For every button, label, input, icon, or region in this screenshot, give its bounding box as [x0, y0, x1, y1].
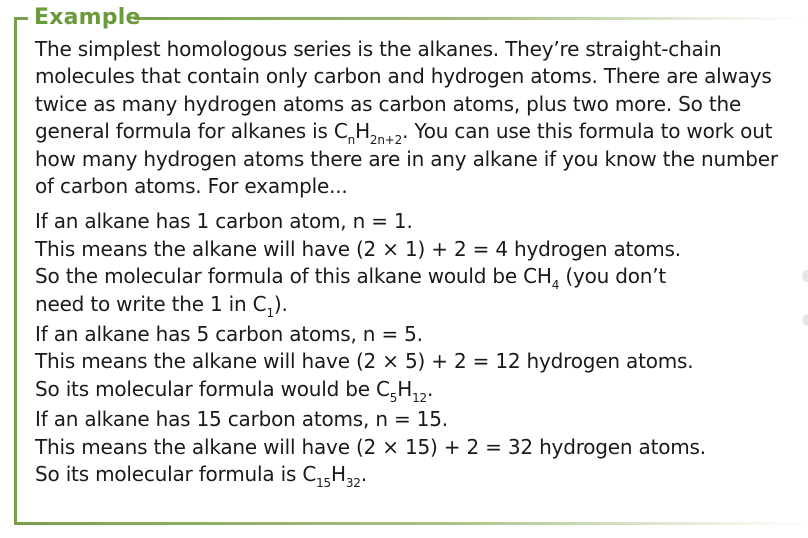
text-segment: (you don’t	[559, 264, 667, 289]
example-three	[35, 406, 795, 491]
text-segment: H	[330, 462, 346, 487]
page-edge-mark	[802, 314, 808, 326]
example-line-formula	[35, 376, 795, 403]
box-border-left	[14, 17, 17, 525]
text-segment: ).	[273, 291, 288, 316]
box-border-bottom	[14, 522, 808, 525]
intro-paragraph	[35, 36, 795, 200]
example-line-formula	[35, 263, 795, 293]
intro-line: how many hydrogen atoms there are in any alkane if you know the number	[35, 146, 778, 171]
text-segment: So its molecular formula is C	[35, 462, 317, 487]
example-one	[35, 208, 795, 318]
box-title: Example	[34, 5, 141, 30]
subscript: 1	[266, 305, 274, 320]
example-line: If an alkane has 15 carbon atoms, n = 15.	[35, 407, 448, 432]
subscript: 4	[551, 278, 560, 293]
example-line-formula	[35, 461, 795, 491]
example-line: This means the alkane will have (2 × 15) + 2 = 32 hydrogen atoms.	[35, 434, 706, 459]
box-border-top	[134, 17, 808, 20]
example-line-formula	[35, 291, 795, 318]
text-segment: .	[426, 376, 434, 401]
intro-line: of carbon atoms. For example...	[35, 174, 348, 199]
text-segment: So the molecular formula of this alkane would be CH	[35, 264, 552, 289]
subscript: 5	[389, 390, 398, 405]
box-content	[35, 36, 795, 492]
intro-line: The simplest homologous series is the alkanes. They’re straight-chain	[35, 37, 722, 61]
intro-line: molecules that contain only carbon and hydrogen atoms. There are always	[35, 64, 772, 89]
subscript: 12	[412, 390, 427, 405]
subscript: 15	[316, 476, 331, 491]
page-edge-mark	[802, 270, 808, 282]
intro-line-formula	[35, 118, 795, 148]
text-segment: need to write the 1 in C	[35, 291, 267, 316]
text-segment: general formula for alkanes is C	[35, 119, 348, 144]
example-line: This means the alkane will have (2 × 5) + 2 = 12 hydrogen atoms.	[35, 349, 694, 374]
text-segment: .	[360, 462, 367, 487]
text-segment: H	[355, 119, 370, 144]
text-segment: . You can use this formula to work out	[402, 119, 773, 144]
text-segment: H	[397, 376, 413, 401]
example-line: This means the alkane will have (2 × 1) + 2 = 4 hydrogen atoms.	[35, 236, 681, 261]
example-line: If an alkane has 1 carbon atom, n = 1.	[35, 209, 413, 234]
subscript: 32	[345, 476, 361, 491]
subscript: 2n+2	[369, 133, 403, 148]
subscript: n	[347, 133, 356, 148]
intro-line: twice as many hydrogen atoms as carbon atoms, plus two more. So the	[35, 91, 742, 116]
text-segment: So its molecular formula would be C	[35, 376, 390, 401]
box-border-top-stub	[14, 17, 28, 20]
example-two	[35, 321, 795, 403]
example-line: If an alkane has 5 carbon atoms, n = 5.	[35, 322, 423, 347]
